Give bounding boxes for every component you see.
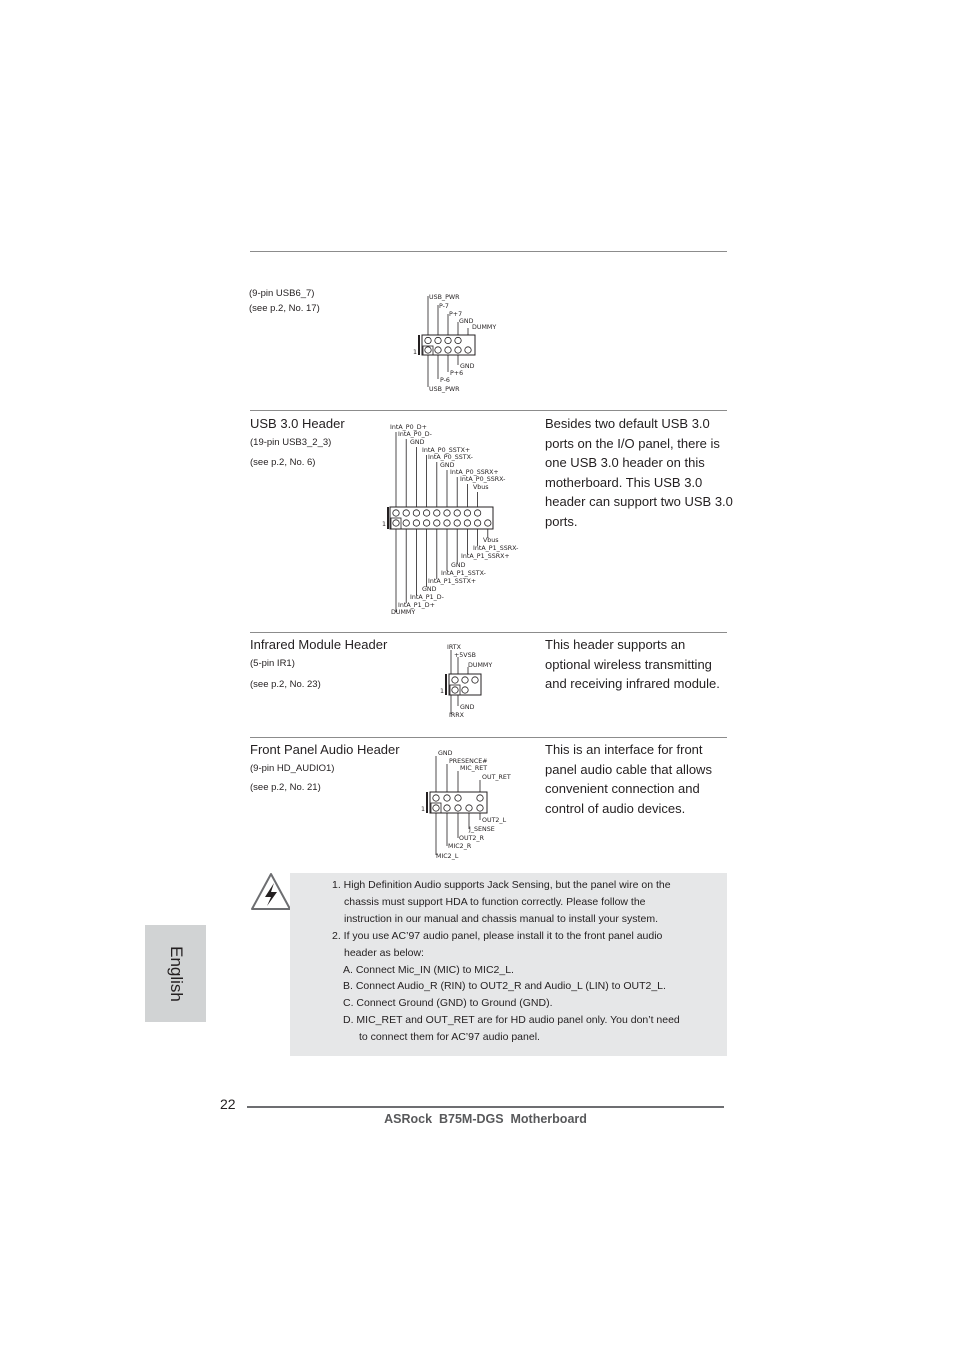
- section-divider: [250, 632, 727, 633]
- usb2-pin-label: P+7: [449, 311, 463, 318]
- header-pin: [393, 510, 399, 516]
- section-divider: [250, 737, 727, 738]
- usb2-pin-label: USB_PWR: [429, 294, 460, 301]
- header-pin: [474, 510, 480, 516]
- usb3-header-title: USB 3.0 Header: [250, 416, 345, 431]
- header-pin: [434, 520, 440, 526]
- usb3-pin-label: DUMMY: [391, 609, 416, 616]
- desc-line: optional wireless transmitting: [545, 656, 712, 672]
- header-pin: [413, 510, 419, 516]
- usb3-pin-label: IntA_P1_D-: [410, 594, 444, 601]
- usb3-pin-label: IntA_P0_SSRX-: [460, 476, 506, 483]
- desc-line: This header supports an: [545, 637, 686, 652]
- audio-pin-label: MIC2_L: [436, 853, 459, 860]
- usb3-pin-label: IntA_P0_SSTX+: [422, 447, 471, 454]
- note-line: B. Connect Audio_R (RIN) to OUT2_R and Audio_L (LIN) to OUT2_L.: [343, 980, 666, 992]
- ir-pin-label: IRTX: [447, 644, 461, 651]
- audio-pin-label: OUT_RET: [482, 774, 511, 781]
- ir-pin-label: IRRX: [449, 712, 464, 719]
- usb2-pin-diagram: [400, 288, 520, 398]
- usb2-pin-label: GND: [459, 318, 474, 325]
- usb3-pin-label: IntA_P0_D-: [398, 431, 432, 438]
- audio-pin-label: MIC_RET: [460, 765, 488, 772]
- usb2-pin-label: P+6: [450, 370, 464, 377]
- usb3-pin-label: IntA_P0_SSTX-: [428, 454, 473, 461]
- ir-pin-diagram: [436, 640, 526, 722]
- header-pin: [444, 510, 450, 516]
- header-pin: [444, 520, 450, 526]
- top-rule: [250, 251, 727, 252]
- desc-line: and receiving infrared module.: [545, 676, 720, 691]
- desc-line: convenient connection and: [545, 781, 700, 796]
- ir-description: [545, 635, 731, 694]
- desc-line: one USB 3.0 header on this: [545, 455, 705, 470]
- header-pin: [413, 520, 419, 526]
- usb3-pin-label: GND: [422, 586, 437, 593]
- pin1-marker: 1: [439, 688, 444, 695]
- desc-line: panel audio cable that allows: [545, 761, 712, 777]
- header-pin: [454, 520, 460, 526]
- note-line: D. MIC_RET and OUT_RET are for HD audio panel only. You don’t need: [343, 1014, 680, 1026]
- header-pin: [474, 520, 480, 526]
- usb3-pin-label: GND: [440, 462, 455, 469]
- usb3-pin-label: Vbus: [473, 484, 489, 491]
- header-pin: [434, 510, 440, 516]
- ir-page-ref: (see p.2, No. 23): [250, 679, 321, 690]
- note-line: header as below:: [344, 947, 424, 959]
- desc-line: ports on the I/O panel, there is: [545, 435, 720, 451]
- header-pin: [464, 510, 470, 516]
- audio-pin-diagram: [420, 745, 530, 863]
- ir-pin-label: GND: [460, 704, 475, 711]
- usb3-pin-label: Vbus: [483, 537, 499, 544]
- usb3-pin-label: (19-pin USB3_2_3): [250, 437, 332, 448]
- desc-line: This is an interface for front: [545, 742, 703, 757]
- usb3-pin-label: GND: [410, 439, 425, 446]
- note-line: 1. High Definition Audio supports Jack Sensing, but the panel wire on the: [332, 879, 671, 891]
- note-line: to connect them for AC’97 audio panel.: [359, 1031, 540, 1043]
- audio-pin-label: MIC2_R: [448, 843, 472, 850]
- usb3-pin-label: IntA_P1_SSRX+: [461, 553, 510, 560]
- ir-pin-label: (5-pin IR1): [250, 658, 295, 669]
- header-pin: [485, 520, 491, 526]
- desc-line: header can support two USB 3.0: [545, 494, 733, 509]
- usb2-pin-label: P-6: [440, 377, 450, 384]
- usb3-pin-label: IntA_P1_SSRX-: [473, 545, 519, 552]
- footer-product-name: ASRock B75M-DGS Motherboard: [384, 1112, 587, 1126]
- note-line: instruction in our manual and chassis manual to install your system.: [344, 913, 658, 925]
- audio-header-title: Front Panel Audio Header: [250, 742, 400, 757]
- ir-pin-label: +5VSB: [454, 652, 476, 659]
- audio-pin-label: GND: [438, 750, 453, 757]
- usb3-pin-label: IntA_P0_SSRX+: [450, 469, 499, 476]
- usb2-pin-label: GND: [460, 363, 475, 370]
- note-line: C. Connect Ground (GND) to Ground (GND).: [343, 997, 553, 1009]
- pin1-marker: 1: [381, 521, 386, 528]
- audio-description: [545, 740, 731, 818]
- usb3-pin-label: IntA_P0_D+: [390, 424, 427, 431]
- usb3-pin-label: IntA_P1_SSTX+: [428, 578, 477, 585]
- usb3-pin-label: IntA_P1_SSTX-: [441, 570, 486, 577]
- ir-pin-label: DUMMY: [468, 662, 493, 669]
- desc-line: ports.: [545, 513, 578, 529]
- pin1-marker: 1: [412, 349, 417, 356]
- header-pin: [423, 510, 429, 516]
- usb2-pin-label: USB_PWR: [429, 386, 460, 393]
- header-pin: [454, 510, 460, 516]
- usb2-pin-label: P-7: [439, 303, 449, 310]
- pin1-marker: 1: [420, 806, 425, 813]
- page-number: 22: [220, 1096, 236, 1112]
- footer-rule: [247, 1106, 724, 1108]
- usb2-pin-label: DUMMY: [472, 324, 497, 331]
- usb3-page-ref: (see p.2, No. 6): [250, 457, 316, 468]
- audio-pin-label: OUT2_R: [459, 835, 484, 842]
- header-pin: [403, 520, 409, 526]
- desc-line: Besides two default USB 3.0: [545, 416, 710, 431]
- header-pin: [464, 520, 470, 526]
- audio-pin-label: OUT2_L: [482, 817, 507, 824]
- note-line: A. Connect Mic_IN (MIC) to MIC2_L.: [343, 964, 514, 976]
- header-pin: [423, 520, 429, 526]
- note-box: [290, 873, 727, 1056]
- usb3-pin-label: IntA_P1_D+: [398, 602, 435, 609]
- usb3-description: [545, 414, 731, 531]
- section-divider: [250, 410, 727, 411]
- usb2-pin-label: (9-pin USB6_7): [249, 288, 315, 299]
- ir-header-title: Infrared Module Header: [250, 637, 388, 652]
- warning-lightning-icon: [250, 872, 292, 912]
- note-line: 2. If you use AC’97 audio panel, please install it to the front panel audio: [332, 930, 663, 942]
- audio-pin-label: PRESENCE#: [449, 758, 488, 765]
- desc-line: motherboard. This USB 3.0: [545, 474, 703, 490]
- usb3-pin-label: GND: [451, 562, 466, 569]
- language-tab-label: English: [166, 945, 186, 1002]
- header-pin: [393, 520, 399, 526]
- audio-pin-label: J_SENSE: [469, 826, 495, 833]
- note-line: chassis must support HDA to function correctly. Please follow the: [344, 896, 646, 908]
- language-tab: [145, 925, 206, 1022]
- header-pin: [403, 510, 409, 516]
- audio-page-ref: (see p.2, No. 21): [250, 782, 321, 793]
- usb3-pin-diagram: [380, 420, 540, 620]
- audio-pin-label: (9-pin HD_AUDIO1): [250, 763, 335, 774]
- desc-line: control of audio devices.: [545, 800, 686, 816]
- usb2-page-ref: (see p.2, No. 17): [249, 303, 320, 314]
